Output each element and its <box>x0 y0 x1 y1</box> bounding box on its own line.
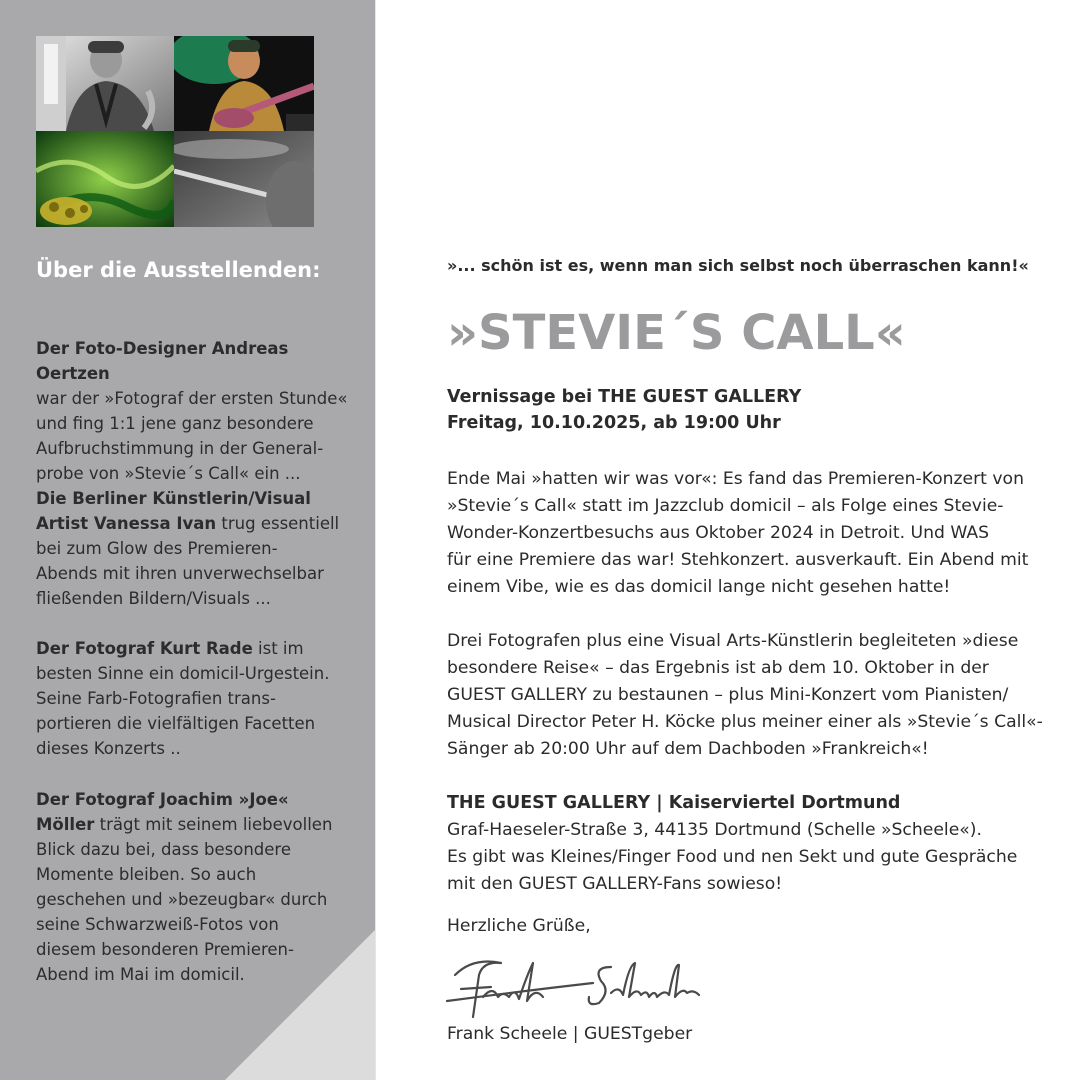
drummer-photo <box>174 131 314 227</box>
exhibitor-description: trug essentiell bei zum Glow des Premieren- Abends mit ihren unverwechselbar fließenden Bildern/Visuals ... <box>36 514 340 608</box>
exhibitor-entry <box>36 636 366 761</box>
greeting: Herzliche Grüße, <box>447 916 591 936</box>
event-info <box>447 384 1057 436</box>
body-paragraph: Drei Fotografen plus eine Visual Arts-Künstlerin begleiteten »diese besondere Reise« – das Ergebnis ist ab dem 10. Oktober in der GUEST GALLERY zu bestaunen – plus Mini-Konzert vom Pianisten/ Musical Director Peter H. Köcke plus meiner einer als »Stevie´s Call«- Sänger ab 20:00 Uhr auf dem Dachboden »Frankreich«! <box>447 631 1043 759</box>
exhibitor-entry <box>36 486 366 611</box>
exhibitor-entry <box>36 336 366 486</box>
intro-quote: »... schön ist es, wenn man sich selbst noch überraschen kann!« <box>447 256 1029 275</box>
event-date-line: Freitag, 10.10.2025, ab 19:00 Uhr <box>447 413 781 433</box>
photo-collage <box>36 36 314 227</box>
saxophonist-photo <box>36 36 174 131</box>
exhibitor-name: Der Foto-Designer Andreas Oertzen <box>36 339 289 383</box>
exhibitor-description: ist im besten Sinne ein domicil-Urgestein. Seine Farb-Fotografien trans- portieren die vielfältigen Facetten dieses Konzerts .. <box>36 639 330 758</box>
handwritten-signature <box>443 945 708 1023</box>
body-paragraph: Ende Mai »hatten wir was vor«: Es fand das Premieren-Konzert von »Stevie´s Call« statt im Jazzclub domicil – als Folge eines Stevie- Wonder-Konzertbesuchs aus Oktober 2024 in Detroit. Und WAS für eine Premiere das war! Stehkonzert. ausverkauft. Ein Abend mit einem Vibe, wie es das domicil lange nicht gesehen hatte! <box>447 469 1029 597</box>
exhibitor-description: war der »Fotograf der ersten Stunde« und fing 1:1 jene ganz besondere Aufbruchstimmung in der General- probe von »Stevie´s Call« ein ... <box>36 389 348 483</box>
event-venue-line: Vernissage bei THE GUEST GALLERY <box>447 387 802 407</box>
exhibitor-name: Der Fotograf Kurt Rade <box>36 639 253 658</box>
column-divider <box>375 0 376 1080</box>
exhibitor-name: Die Berliner Künstlerin/Visual Artist Vanessa Ivan <box>36 489 311 533</box>
signoff: Frank Scheele | GUESTgeber <box>447 1024 693 1044</box>
exhibitor-name: Der Fotograf Joachim »Joe« Möller <box>36 790 289 834</box>
exhibitor-entry <box>36 787 366 987</box>
venue-details: Graf-Haeseler-Straße 3, 44135 Dortmund (Schelle »Scheele«). Es gibt was Kleines/Finger Food und nen Sekt und gute Gespräche mit den GUEST GALLERY-Fans sowieso! <box>447 820 1018 894</box>
exhibitor-sidebar <box>0 0 375 1080</box>
green-visual-photo <box>36 131 174 227</box>
bassist-photo <box>174 36 314 131</box>
exhibitors-heading: Über die Ausstellenden: <box>36 258 321 282</box>
venue-name: THE GUEST GALLERY | Kaiserviertel Dortmund <box>447 793 901 813</box>
exhibitor-description: trägt mit seinem liebevollen Blick dazu bei, dass besondere Momente bleiben. So auch geschehen und »bezeugbar« durch seine Schwarzweiß-Fotos von diesem besonderen Premieren- Abend im Mai im domicil. <box>36 815 333 984</box>
page-title: »STEVIE´S CALL« <box>447 305 906 361</box>
